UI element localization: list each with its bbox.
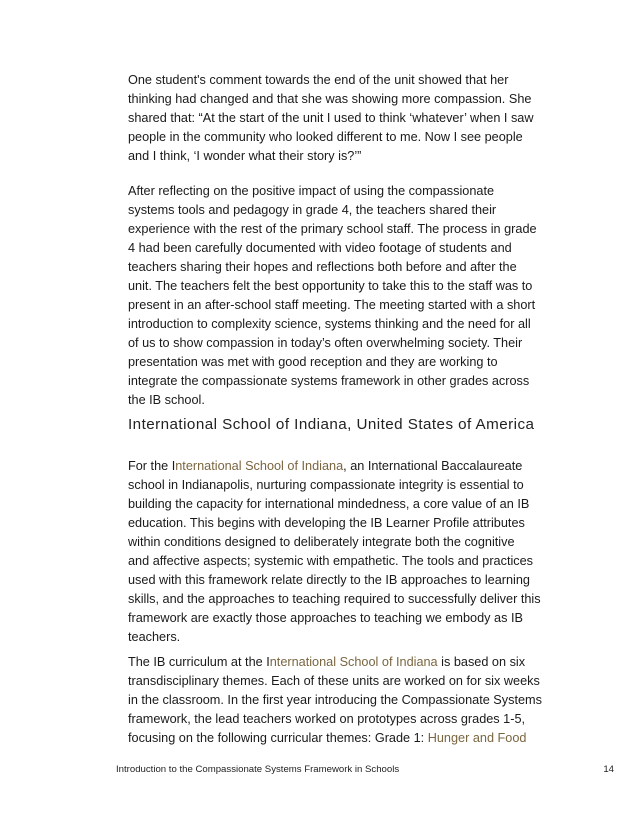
text-segment: framework, the lead teachers worked on prototypes across grades 1-5, <box>128 712 526 726</box>
paragraph-teacher-reflection <box>128 182 537 410</box>
text-segment: in the classroom. In the first year introducing the Compassionate Systems <box>128 693 542 707</box>
text-line <box>128 372 530 391</box>
text-segment: experience with the rest of the primary school staff. The process in grade <box>128 222 537 236</box>
text-line <box>128 495 530 514</box>
text-line <box>128 258 517 277</box>
text-line <box>128 672 540 691</box>
text-segment: teachers sharing their hopes and reflections both before and after the <box>128 260 517 274</box>
text-line <box>128 571 530 590</box>
text-segment: thinking had changed and that she was showing more compassion. She <box>128 92 532 106</box>
text-line <box>128 239 512 258</box>
text-segment: The IB curriculum at the I <box>128 655 270 669</box>
page-number: 14 <box>603 764 614 775</box>
text-line <box>128 201 512 220</box>
text-segment: teachers. <box>128 630 181 644</box>
text-segment: systems tools and pedagogy in grade 4, the teachers shared their <box>128 203 497 217</box>
text-segment: For the I <box>128 459 176 473</box>
text-segment: of us to show compassion in today’s often overwhelming society. Their <box>128 336 523 350</box>
text-line <box>128 457 523 476</box>
text-line <box>128 514 525 533</box>
text-segment: transdisciplinary themes. Each of these units are worked on for six weeks <box>128 674 540 688</box>
text-line <box>128 533 515 552</box>
text-segment: and I think, ‘I wonder what their story is?’” <box>128 149 362 163</box>
text-line <box>128 277 533 296</box>
text-line <box>128 590 541 609</box>
footer-document-title: Introduction to the Compassionate Systems Framework in Schools <box>116 764 400 775</box>
text-line <box>128 147 512 166</box>
text-line <box>128 334 523 353</box>
text-segment: used with this framework relate directly to the IB approaches to learning <box>128 573 530 587</box>
text-segment: people in the community who looked different to me. Now I see people <box>128 130 523 144</box>
text-line <box>128 182 512 201</box>
text-line <box>128 353 512 372</box>
text-line <box>128 729 527 748</box>
text-line <box>128 109 534 128</box>
text-line <box>128 552 534 571</box>
text-line <box>128 128 523 147</box>
text-segment: presentation was met with good reception and they are working to <box>128 355 498 369</box>
text-line <box>128 609 523 628</box>
text-segment: is based on six <box>437 655 526 669</box>
text-line <box>128 710 526 729</box>
text-line <box>128 628 512 647</box>
text-segment: 4 had been carefully documented with video footage of students and <box>128 241 512 255</box>
text-line <box>128 220 537 239</box>
text-segment: skills, and the approaches to teaching required to successfully deliver this <box>128 592 541 606</box>
section-heading: International School of Indiana, United States of America <box>128 416 535 433</box>
text-segment: framework are exactly those approaches to teaching we embody as IB <box>128 611 523 625</box>
text-segment: education. This begins with developing the IB Learner Profile attributes <box>128 516 525 530</box>
text-segment: present in an after-school staff meeting. The meeting started with a short <box>128 298 536 312</box>
highlighted-text: nternational School of Indiana <box>269 655 438 669</box>
text-segment: After reflecting on the positive impact of using the compassionate <box>128 184 495 198</box>
paragraph-ib-school-intro <box>128 457 541 647</box>
text-line <box>128 391 512 410</box>
text-segment: One student's comment towards the end of the unit showed that her <box>128 73 509 87</box>
text-segment: the IB school. <box>128 393 205 407</box>
text-line <box>128 691 542 710</box>
text-segment: focusing on the following curricular themes: Grade 1: <box>128 731 428 745</box>
text-line <box>128 296 536 315</box>
text-line <box>128 71 512 90</box>
highlighted-text: Hunger and Food <box>427 731 527 745</box>
text-segment: and affective aspects; systemic with empathetic. The tools and practices <box>128 554 534 568</box>
text-segment: integrate the compassionate systems framework in other grades across <box>128 374 530 388</box>
paragraph-ib-curriculum <box>128 653 542 748</box>
text-segment: school in Indianapolis, nurturing compassionate integrity is essential to <box>128 478 524 492</box>
text-segment: shared that: “At the start of the unit I used to think ‘whatever’ when I saw <box>128 111 534 125</box>
text-line <box>128 90 532 109</box>
text-segment: introduction to complexity science, systems thinking and the need for all <box>128 317 531 331</box>
text-line <box>128 476 524 495</box>
paragraph-student-comment <box>128 71 534 166</box>
text-segment: building the capacity for international mindedness, a core value of an IB <box>128 497 530 511</box>
text-line <box>128 653 526 672</box>
highlighted-text: nternational School of Indiana <box>175 459 344 473</box>
text-line <box>128 315 531 334</box>
text-segment: unit. The teachers felt the best opportunity to take this to the staff was to <box>128 279 533 293</box>
text-segment: within conditions designed to deliberately integrate both the cognitive <box>128 535 515 549</box>
text-segment: , an International Baccalaureate <box>343 459 523 473</box>
